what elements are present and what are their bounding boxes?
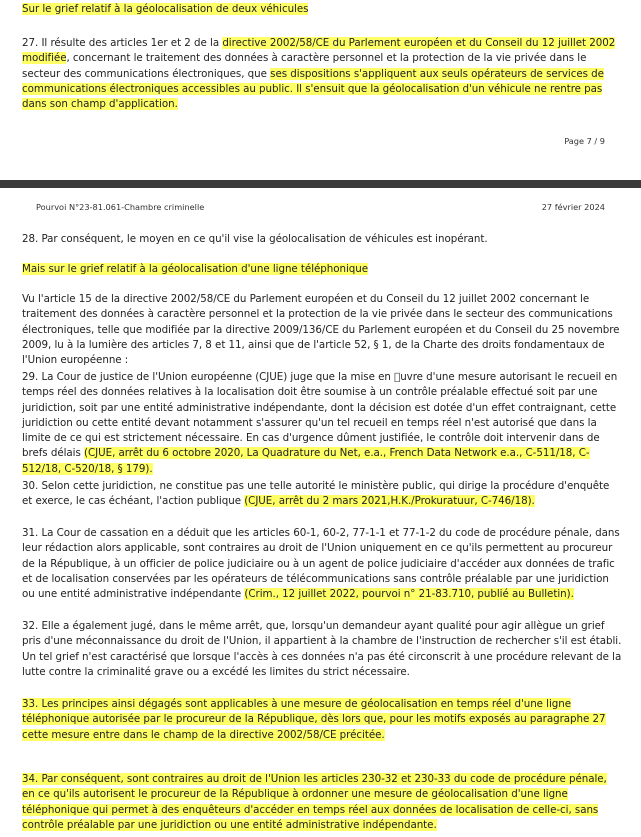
paragraph-34: 34. Par conséquent, sont contraires au droit de l'Union les articles 230-32 et 230-33 du code de procédure pénale, en ce qu'ils autorisent le procureur de la République à ordonner une mesure de géolocalisation d'une ligne téléphonique qui permet à des enquêteurs d'accéder en temps réel aux données de localisation de celle-ci, sans contrôle préalable par une juridiction ou une entité administrative indépendante.	[22, 773, 607, 831]
heading-geoloc-ligne: Mais sur le grief relatif à la géolocalisation d'une ligne téléphonique	[22, 263, 369, 275]
page-7	[0, 0, 641, 180]
paragraph-vu: Vu l'article 15 de la directive 2002/58/CE du Parlement européen et du Conseil du 12 juillet 2002 concernant le traitement des données à caractère personnel et la protection de la vie privée dans le secteur des communications électroniques, telle que modifiée par la directive 2009/136/CE du Parlement européen et du Conseil du 25 novembre 2009, lu à la lumière des articles 7, 8 et 11, ainsi que de l'article 52, § 1, de la Charte des droits fondamentaux de l'Union européenne :	[22, 293, 620, 367]
paragraph-33: 33. Les principes ainsi dégagés sont applicables à une mesure de géolocalisation en temps réel d'une ligne téléphonique autorisée par le procureur de la République, dès lors que, pour les motifs exposés au paragraphe 27 cette mesure entre dans le champ de la directive 2002/58/CE précitée.	[22, 698, 606, 741]
paragraph-27: 27. Il résulte des articles 1er et 2 de la directive 2002/58/CE du Parlement européen et du Conseil du 12 juillet 2002 modifiée, concernant le traitement des données à caractère personnel et la protection de la vie privée dans le secteur des communications électroniques, que ses dispositions s'appliquent aux seuls opérateurs de services de communications électroniques accessibles au public. Il s'ensuit que la géolocalisation d'un véhicule ne rentre pas dans son champ d'application.	[22, 37, 616, 111]
paragraph-31: 31. La Cour de cassation en a déduit que les articles 60-1, 60-2, 77-1-1 et 77-1-2 du code de procédure pénale, dans leur rédaction alors applicable, sont contraires au droit de l'Union uniquement en ce qu'ils permettent au procureur de la République, à un officier de police judiciaire ou à un agent de police judiciaire d'accéder aux données de trafic et de localisation conservées par les opérateurs de télécommunications sans contrôle préalable par une juridiction ou une entité administrative indépendante (Crim., 12 juillet 2022, pourvoi n° 21-83.710, publié au Bulletin).	[22, 527, 620, 601]
paragraph-32: 32. Elle a également jugé, dans le même arrêt, que, lorsqu'un demandeur ayant qualité pour agir allègue un grief pris d'une méconnaissance du droit de l'Union, il appartient à la chambre de l'instruction de rechercher s'il est établi. Un tel grief n'est caractérisé que lorsque l'accès à ces données n'a pas été circonscrit à une procédure relevant de la lutte contre la criminalité grave ou a excédé les limites du strict nécessaire.	[22, 620, 622, 678]
page-header-date: 27 février 2024	[541, 202, 605, 212]
page-number: Page 7 / 9	[564, 136, 605, 146]
paragraph-30: 30. Selon cette juridiction, ne constitue pas une telle autorité le ministère public, qui dirige la procédure d'enquête et exerce, le cas échéant, l'action publique (CJUE, arrêt du 2 mars 2021,H.K./Prokuratuur, C-746/18).	[22, 480, 610, 508]
page-8	[0, 188, 641, 837]
heading-geoloc-vehicules: Sur le grief relatif à la géolocalisation de deux véhicules	[22, 3, 309, 15]
paragraph-29: 29. La Cour de justice de l'Union européenne (CJUE) juge que la mise en  uvre d'une mesure autorisant le recueil en temps réel des données relatives à la localisation doit être soumise à un contrôle préalable effectué soit par une juridiction, soit par une entité administrative indépendante, dont la décision est dotée d'un effet contraignant, cette juridiction ou cette entité devant notamment s'assurer qu'un tel recueil en temps réel n'est autorisé que dans la limite de ce qui est strictement nécessaire. En cas d'urgence dûment justifiée, le contrôle doit intervenir dans de brefs délais (CJUE, arrêt du 6 octobre 2020, La Quadrature du Net, e.a., French Data Network e.a., C-511/18, C-512/18, C-520/18, § 179).	[22, 371, 618, 475]
paragraph-28: 28. Par conséquent, le moyen en ce qu'il vise la géolocalisation de véhicules est inopérant.	[22, 233, 488, 245]
page-header-case-number: Pourvoi N°23-81.061-Chambre criminelle	[36, 202, 205, 212]
